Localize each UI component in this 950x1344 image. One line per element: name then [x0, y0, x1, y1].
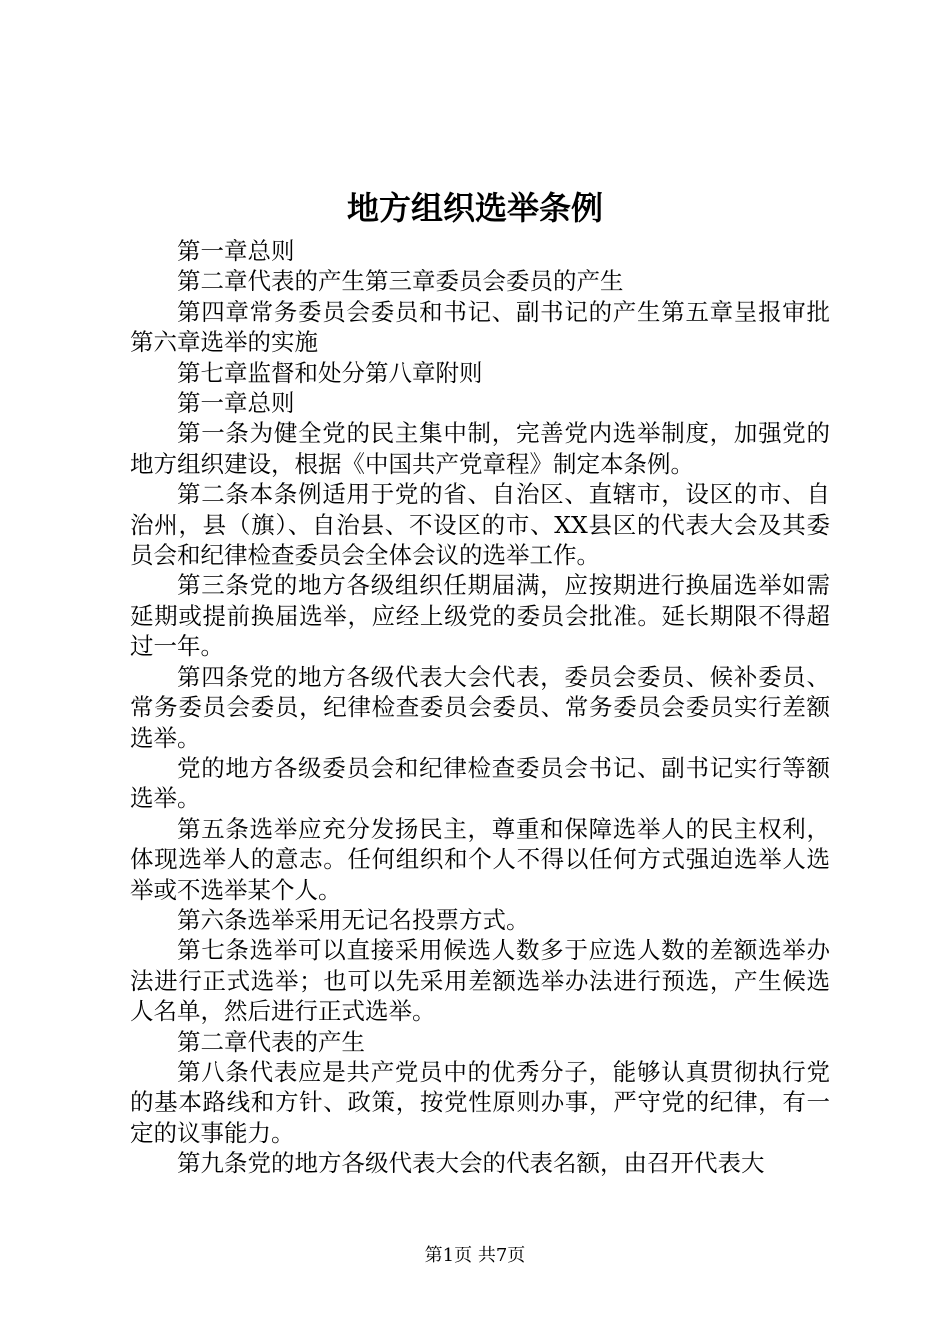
document-body: [130, 236, 830, 1179]
paragraph: 第一条为健全党的民主集中制，完善党内选举制度，加强党的地方组织建设，根据《中国共产党章程》制定本条例。: [130, 419, 830, 478]
paragraph: 第一章总则: [177, 237, 295, 265]
paragraph: 第八条代表应是共产党员中的优秀分子，能够认真贯彻执行党的基本路线和方针、政策，按党性原则办事，严守党的纪律，有一定的议事能力。: [130, 1057, 830, 1147]
document-title: 地方组织选举条例: [346, 189, 603, 227]
page-number: 第1页 共7页: [424, 1245, 526, 1266]
paragraph: 第二条本条例适用于党的省、自治区、直辖市，设区的市、自治州，县（旗）、自治县、不设区的市、XX县区的代表大会及其委员会和纪律检查委员会全体会议的选举工作。: [130, 480, 830, 570]
paragraph: 第二章代表的产生第三章委员会委员的产生: [177, 267, 624, 296]
paragraph: 第七条选举可以直接采用候选人数多于应选人数的差额选举办法进行正式选举；也可以先采用差额选举办法进行预选，产生候选人名单，然后进行正式选举。: [130, 936, 830, 1026]
paragraph: 第五条选举应充分发扬民主，尊重和保障选举人的民主权利，体现选举人的意志。任何组织和个人不得以任何方式强迫选举人选举或不选举某个人。: [130, 814, 830, 904]
paragraph: 第一章总则: [177, 389, 295, 418]
paragraph: 第六条选举采用无记名投票方式。: [177, 905, 530, 934]
paragraph: 第九条党的地方各级代表大会的代表名额，由召开代表大: [177, 1149, 765, 1178]
paragraph: 党的地方各级委员会和纪律检查委员会书记、副书记实行等额选举。: [130, 753, 830, 813]
paragraph: 第三条党的地方各级组织任期届满，应按期进行换届选举如需延期或提前换届选举，应经上级党的委员会批准。延长期限不得超过一年。: [130, 571, 830, 661]
paragraph: 第二章代表的产生: [177, 1027, 365, 1056]
paragraph: 第四章常务委员会委员和书记、副书记的产生第五章呈报审批第六章选举的实施: [130, 297, 830, 357]
paragraph: 第四条党的地方各级代表大会代表，委员会委员、候补委员、常务委员会委员，纪律检查委员会委员、常务委员会委员实行差额选举。: [130, 662, 830, 752]
paragraph: 第七章监督和处分第八章附则: [177, 358, 483, 387]
